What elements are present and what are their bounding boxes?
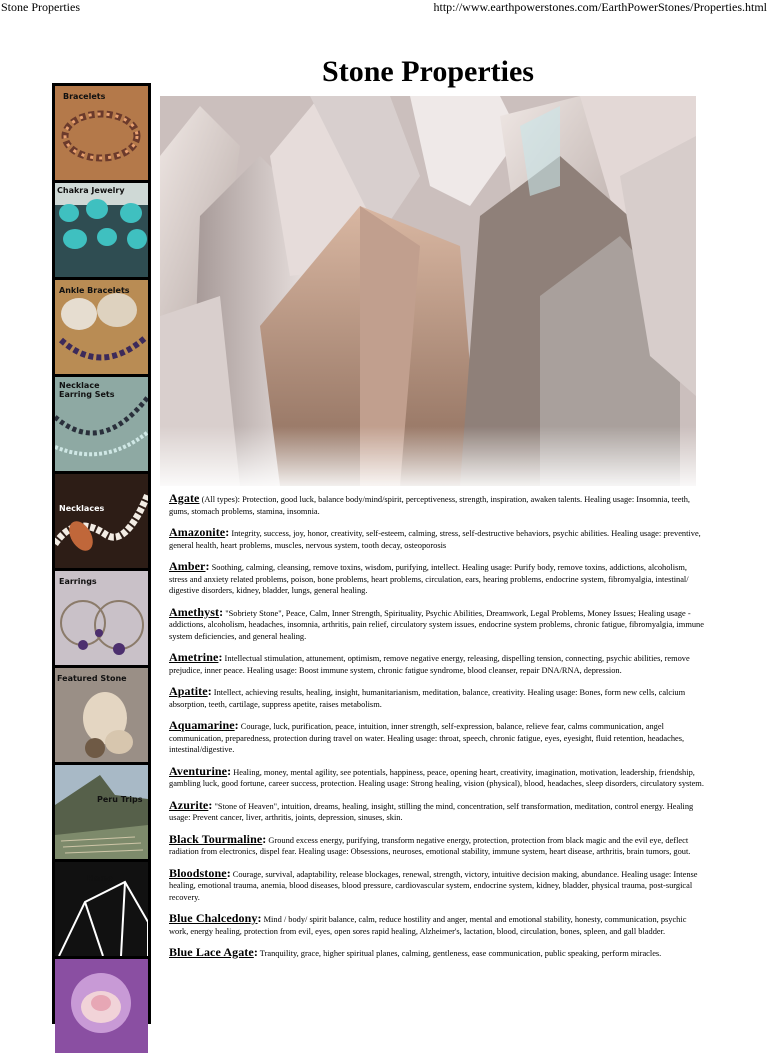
stone-description: Courage, survival, adaptability, release blockages, renewal, strength, victory, intuitive decision making, abundance. Healing usage: Intense healing, emotional trauma, anemia, blood diseases, blood pressure, cardiovascular system, endocrine system, kidney, bladder, physical trauma, post-surgical recovery. bbox=[169, 869, 698, 902]
stone-description: Tranquility, grace, higher spiritual planes, calming, gentleness, ease communication, public speaking, perform miracles. bbox=[257, 949, 662, 958]
hero-quartz-image bbox=[160, 96, 696, 486]
stone-description: Mind / body/ spirit balance, calm, reduce hostility and anger, mental and emotional stability, honesty, communication, psychic work, energy healing, protection from evil, eyes, open sores rapid healing, Alzheimer's, lactation, blood, circulation, bones, spleen, and gall bladder. bbox=[169, 915, 687, 936]
stone-name: Aventurine bbox=[169, 763, 228, 778]
stone-name: Black Tourmaline bbox=[169, 831, 263, 846]
stone-name: Agate bbox=[169, 491, 200, 505]
stone-entry-agate bbox=[169, 493, 705, 517]
stone-name: Blue Lace Agate bbox=[169, 945, 254, 959]
stone-description: Integrity, success, joy, honor, creativity, self-esteem, calming, stress, self-destructive behaviors, psychic abilities. Healing usage: preventive, general health, heart problems, muscles, nervous system, tooth decay, osteoporosis bbox=[169, 529, 701, 550]
stone-name: Amethyst bbox=[169, 604, 220, 619]
print-header bbox=[0, 0, 768, 14]
sidebar-item-earrings[interactable] bbox=[55, 571, 148, 665]
sidebar-item-ankle-bracelets[interactable] bbox=[55, 280, 148, 374]
stone-entry-ametrine: Ametrine: Intellectual stimulation, attunement, optimism, remove negative energy, releasing, dispelling tension, connecting, psychic abilities, remove prejudice, inner peace. Healing usage: Boost immune system, chronic fatigue syndrome, blood cleanser, repair DNA/RNA, depression. bbox=[169, 650, 690, 675]
stone-description: Healing, money, mental agility, see potentials, happiness, peace, opening heart, creativity, imagination, motivation, leadership, friendship, gambling luck, good fortune, career success, protection. Healing usage: Strong healing, vision (physical), blood, headaches, sleep disorders, circulatory system. bbox=[169, 767, 704, 788]
print-page-title: Stone Properties bbox=[1, 0, 80, 14]
stone-description: "Stone of Heaven", intuition, dreams, healing, insight, stilling the mind, concentration, self transformation, meditation, control energy. Healing usage: Prevent cancer, liver, arthritis, joints, depression, sinuses, skin. bbox=[169, 801, 694, 822]
stone-entry-azurite: Azurite: "Stone of Heaven", intuition, dreams, healing, insight, stilling the mind, concentration, self transformation, meditation, control energy. Healing usage: Prevent cancer, liver, arthritis, joints, depression, sinuses, skin. bbox=[169, 797, 694, 822]
sidebar-item-label: Peru Trips bbox=[97, 795, 143, 804]
stone-name: Azurite bbox=[169, 797, 209, 812]
stone-description: Courage, luck, purification, peace, intuition, inner strength, self-expression, balance, relieve fear, calms communication, angel communication, preparedness, protection during travel on water. Healing usage: throat, speech, chronic fatigue, eyes, eyesight, fluid retention, headaches, intestinal/digestive. bbox=[169, 722, 685, 754]
stone-name: Amber bbox=[169, 559, 206, 573]
necklaces-thumbnail bbox=[55, 474, 148, 568]
sidebar-item-home[interactable] bbox=[55, 862, 148, 956]
stone-entry-apatite: Apatite: Intellect, achieving results, healing, insight, humanitarianism, meditation, balance, creativity. Healing usage: Bones, form new cells, calcium absorption, teeth, cartilage, suppress apetite, raises metabolism. bbox=[169, 684, 686, 709]
print-url: http://www.earthpowerstones.com/EarthPowerStones/Properties.html bbox=[433, 0, 767, 14]
sidebar-item-bracelets[interactable] bbox=[55, 86, 148, 180]
sidebar-nav bbox=[52, 83, 151, 1024]
sidebar-item-label: Chakra Jewelry bbox=[57, 186, 125, 195]
stone-description: Soothing, calming, cleansing, remove toxins, wisdom, purifying, intellect. Healing usage: Purify body, remove toxins, addictions, alcoholism, stress and anxiety related problems, poison, bone problems, heart problems, circulation, ears, hearing problems, endocrine system, fibromyalgia, intestinal/ digestive disorders, kidney, bladder, lungs, general healing. bbox=[169, 563, 689, 595]
stone-entry-blue-lace-agate: Blue Lace Agate: Tranquility, grace, higher spiritual planes, calming, gentleness, ease communication, public speaking, perform miracles. bbox=[169, 945, 662, 959]
stone-description: (All types): Protection, good luck, balance body/mind/spirit, perceptiveness, strength, inspiration, awaken talents. Healing usage: Insomnia, teeth, gums, stomach problems, stamina, insomnia. bbox=[169, 495, 691, 516]
stone-entry-amber: Amber: Soothing, calming, cleansing, remove toxins, wisdom, purifying, intellect. Healing usage: Purify body, remove toxins, addictions, alcoholism, stress and anxiety related problems, poison, bone problems, heart problems, circulation, ears, hearing problems, endocrine system, fibromyalgia, intestinal/ digestive disorders, kidney, bladder, lungs, general healing. bbox=[169, 559, 689, 595]
stone-entry-bloodstone: Bloodstone: Courage, survival, adaptability, release blockages, renewal, strength, victory, intuitive decision making, abundance. Healing usage: Intense healing, emotional trauma, anemia, blood diseases, blood pressure, cardiovascular system, endocrine system, kidney, bladder, physical trauma, post-surgical recovery. bbox=[169, 865, 698, 902]
sidebar-item-label: Necklace Earring Sets bbox=[59, 381, 115, 399]
stone-description: Ground excess energy, purifying, transform negative energy, protection, protection from black magic and the evil eye, deflect radiation from electronics, dispel fear. Healing usage: Obsessions, neuroses, emotional stability, immune system, heart disease, arthritis, brain tumors, gout. bbox=[169, 835, 691, 856]
stone-description: Intellect, achieving results, healing, insight, humanitarianism, meditation, balance, creativity. Healing usage: Bones, form new cells, calcium absorption, teeth, cartilage, suppress apetite, raises metabolism. bbox=[169, 688, 686, 709]
sidebar-item-peru-trips[interactable] bbox=[55, 765, 148, 859]
sidebar-item-label: Earrings bbox=[59, 577, 97, 586]
stone-name: Amazonite bbox=[169, 525, 226, 539]
stone-name: Apatite bbox=[169, 684, 208, 698]
quartz-crystals-photo bbox=[160, 96, 696, 486]
sidebar-item-necklace-earring-sets[interactable] bbox=[55, 377, 148, 471]
stone-name: Bloodstone bbox=[169, 865, 227, 880]
stone-name: Aquamarine bbox=[169, 718, 235, 732]
stone-entry-aquamarine: Aquamarine: Courage, luck, purification, peace, intuition, inner strength, self-expression, balance, relieve fear, calms communication, angel communication, preparedness, protection during travel on water. Healing usage: throat, speech, chronic fatigue, eyes, eyesight, fluid retention, headaches, intestinal/digestive. bbox=[169, 718, 685, 754]
sidebar-item-label: Ankle Bracelets bbox=[59, 286, 130, 295]
sidebar-item-label: Necklaces bbox=[59, 504, 105, 513]
stone-entry-blue-chalcedony: Blue Chalcedony: Mind / body/ spirit balance, calm, reduce hostility and anger, mental and emotional stability, honesty, communication, psychic work, energy healing, protection from evil, eyes, open sores rapid healing, Alzheimer's, lactation, blood, circulation, bones, spleen, and gall bladder. bbox=[169, 911, 687, 936]
sidebar-item-chakra-jewelry[interactable] bbox=[55, 183, 148, 277]
peru-trips-thumbnail bbox=[55, 765, 148, 859]
stone-properties-list bbox=[169, 493, 705, 970]
page-title: Stone Properties bbox=[322, 55, 534, 88]
stone-description: "Sobriety Stone", Peace, Calm, Inner Strength, Spirituality, Psychic Abilities, Dreamwork, Legal Problems, Money Issues; Healing usage - addictions, alcoholism, headaches, insomnia, arthritis, pain relief, circulatory system issues, endocrine system problems, chronic fatigue, fibromyalgia, immune system deficiencies, and general healing. bbox=[169, 608, 704, 641]
chakra-jewelry-thumbnail bbox=[55, 183, 148, 277]
sidebar-item-rose[interactable] bbox=[55, 959, 148, 1053]
stone-entry-aventurine: Aventurine: Healing, money, mental agility, see potentials, happiness, peace, opening heart, creativity, imagination, motivation, leadership, friendship, gambling luck, good fortune, career success, protection. Healing usage: Strong healing, vision (physical), blood, headaches, sleep disorders, circulatory system. bbox=[169, 763, 704, 788]
stone-entry-black-tourmaline: Black Tourmaline: Ground excess energy, purifying, transform negative energy, protection, protection from black magic and the evil eye, deflect radiation from electronics, dispel fear. Healing usage: Obsessions, neuroses, emotional stability, immune system, heart disease, arthritis, brain tumors, gout. bbox=[169, 831, 691, 856]
sidebar-item-label: Bracelets bbox=[63, 92, 106, 101]
stone-entry-amethyst: Amethyst: "Sobriety Stone", Peace, Calm, Inner Strength, Spirituality, Psychic Abilities, Dreamwork, Legal Problems, Money Issues; Healing usage - addictions, alcoholism, headaches, insomnia, arthritis, pain relief, circulatory system issues, endocrine system problems, chronic fatigue, fibromyalgia, immune system deficiencies, and general healing. bbox=[169, 604, 704, 641]
sidebar-item-necklaces[interactable] bbox=[55, 474, 148, 568]
sidebar-item-label: Home bbox=[87, 874, 113, 883]
sidebar-item-label: Featured Stone bbox=[57, 674, 127, 683]
stone-entry-amazonite: Amazonite: Integrity, success, joy, honor, creativity, self-esteem, calming, stress, self-destructive behaviors, psychic abilities. Healing usage: preventive, general health, heart problems, muscles, nervous system, tooth decay, osteoporosis bbox=[169, 525, 701, 550]
stone-description: Intellectual stimulation, attunement, optimism, remove negative energy, releasing, dispelling tension, connecting, psychic abilities, remove prejudice, inner peace. Healing usage: Boost immune system, chronic fatigue syndrome, blood cleanser, repair DNA/RNA, depression. bbox=[169, 654, 690, 675]
sidebar-item-featured-stone[interactable] bbox=[55, 668, 148, 762]
rose-thumbnail bbox=[55, 959, 148, 1053]
stone-name: Ametrine bbox=[169, 650, 219, 664]
stone-name: Blue Chalcedony bbox=[169, 911, 258, 925]
